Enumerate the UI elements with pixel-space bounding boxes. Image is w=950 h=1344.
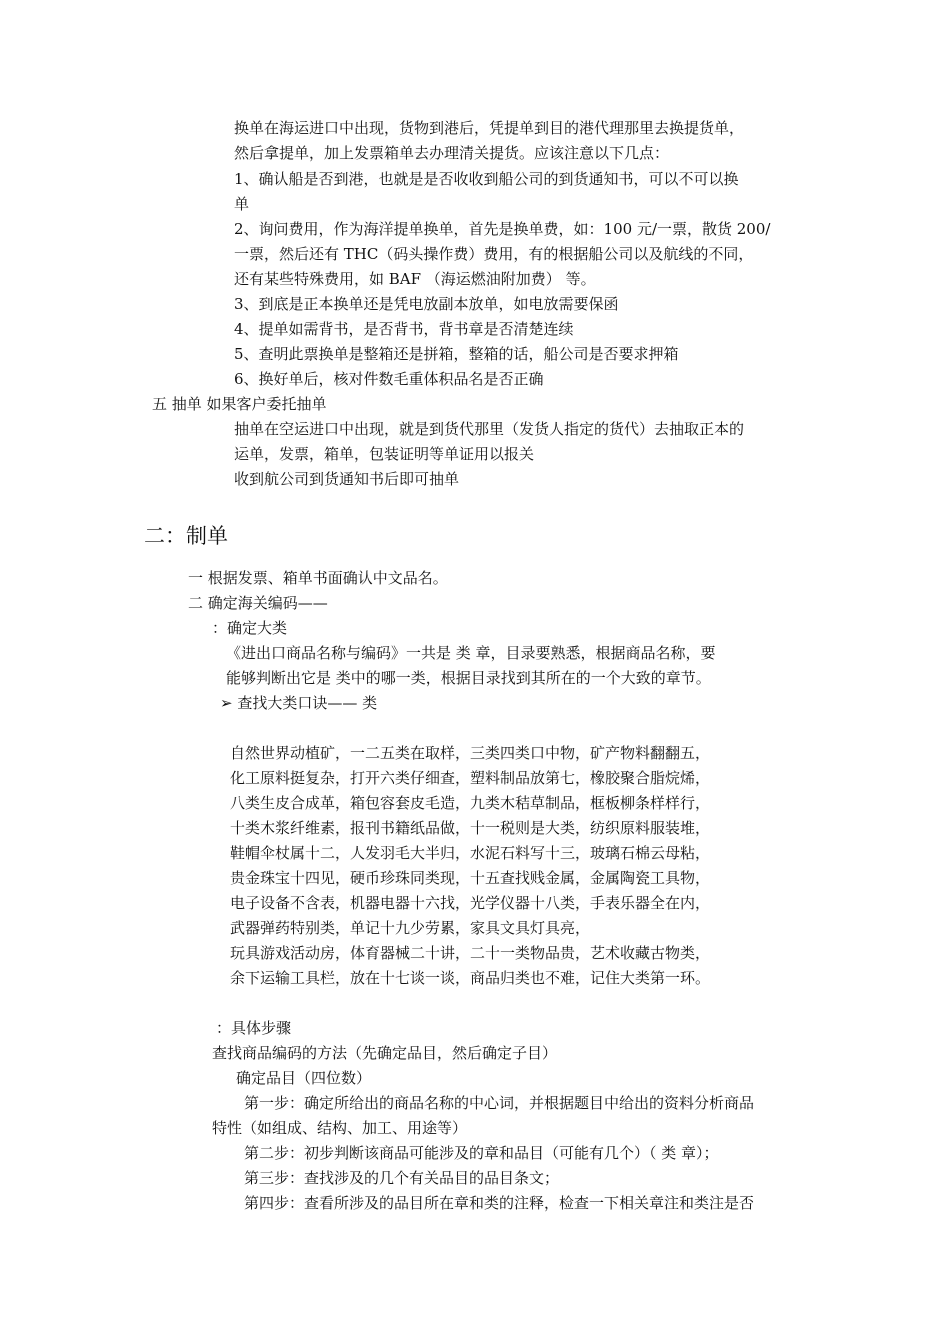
step-line: 第三步：查找涉及的几个有关品目的品目条文； (244, 1169, 560, 1187)
paragraph-line: 单 (234, 195, 250, 213)
list-item: 一 根据发票、箱单书面确认中文品名。 (188, 569, 448, 587)
list-item: 5、查明此票换单是整箱还是拼箱，整箱的话，船公司是否要求押箱 (234, 345, 679, 363)
list-item: 6、换好单后，核对件数毛重体积品名是否正确 (234, 370, 544, 388)
paragraph-line: 抽单在空运进口中出现，就是到货代那里（发货人指定的货代）去抽取正本的 (234, 420, 745, 438)
list-item: 3、到底是正本换单还是凭电放副本放单，如电放需要保函 (234, 295, 619, 313)
verse-line: 武器弹药特别类，单记十九少劳累，家具文具灯具亮， (230, 919, 591, 937)
list-item: 4、提单如需背书，是否背书，背书章是否清楚连续 (234, 320, 574, 338)
list-item: 2、询问费用，作为海洋提单换单，首先是换单费，如：100 元/一票，散货 200/ (234, 220, 771, 238)
subheading: ：具体步骤 (216, 1019, 292, 1037)
paragraph-line: 换单在海运进口中出现，货物到港后，凭提单到目的港代理那里去换提货单， (234, 119, 745, 137)
page-heading: 二：制单 (144, 524, 228, 548)
paragraph-line: 然后拿提单，加上发票箱单去办理清关提货。应该注意以下几点： (234, 144, 670, 162)
verse-line: 十类木浆纤维素，报刊书籍纸品做，十一税则是大类，纺织原料服装堆， (230, 819, 711, 837)
list-item: 二 确定海关编码—— (188, 594, 328, 612)
section-heading: 五 抽单 如果客户委托抽单 (152, 395, 327, 413)
verse-line: 化工原料挺复杂，打开六类仔细查，塑料制品放第七，橡胶聚合脂烷烯， (230, 769, 711, 787)
step-line: 第二步：初步判断该商品可能涉及的章和品目（可能有几个）（ 类 章）； (244, 1144, 719, 1162)
paragraph-line: 运单，发票，箱单，包装证明等单证用以报关 (234, 445, 535, 463)
paragraph-line: 特性（如组成、结构、加工、用途等） (212, 1119, 468, 1137)
verse-line: 电子设备不含表，机器电器十六找，光学仪器十八类，手表乐器全在内， (230, 894, 711, 912)
verse-line: 玩具游戏活动房，体育器械二十讲，二十一类物品贵，艺术收藏古物类， (230, 944, 711, 962)
verse-line: 自然世界动植矿，一二五类在取样，三类四类口中物，矿产物料翻翻五， (230, 744, 711, 762)
subheading: ：确定大类 (212, 619, 288, 637)
list-item: 1、确认船是否到港，也就是是否收收到船公司的到货通知书，可以不可以换 (234, 170, 739, 188)
step-line: 第一步：确定所给出的商品名称的中心词，并根据题目中给出的资料分析商品 (244, 1094, 755, 1112)
step-line: 第四步：查看所涉及的品目所在章和类的注释，检查一下相关章注和类注是否 (244, 1194, 755, 1212)
paragraph-line: 《进出口商品名称与编码》一共是 类 章，目录要熟悉，根据商品名称，要 (226, 644, 716, 662)
verse-line: 鞋帽伞杖属十二，人发羽毛大半归，水泥石料写十三，玻璃石棉云母粘， (230, 844, 711, 862)
paragraph-line: 还有某些特殊费用，如 BAF （海运燃油附加费） 等。 (234, 270, 596, 288)
verse-line: 八类生皮合成革，箱包容套皮毛造，九类木秸草制品，框板柳条样样行， (230, 794, 711, 812)
verse-line: 贵金珠宝十四见，硬币珍珠同类现，十五查找贱金属，金属陶瓷工具物， (230, 869, 711, 887)
paragraph-line: 查找商品编码的方法（先确定品目，然后确定子目） (212, 1044, 558, 1062)
paragraph-line: 确定品目（四位数） (236, 1069, 372, 1087)
verse-line: 余下运输工具栏，放在十七谈一谈，商品归类也不难，记住大类第一环。 (230, 969, 711, 987)
paragraph-line: 一票，然后还有 THC（码头操作费）费用，有的根据船公司以及航线的不同， (234, 245, 754, 263)
bullet-item: ➢ 查找大类口诀—— 类 (220, 694, 378, 712)
paragraph-line: 收到航公司到货通知书后即可抽单 (234, 470, 460, 488)
paragraph-line: 能够判断出它是 类中的哪一类，根据目录找到其所在的一个大致的章节。 (226, 669, 711, 687)
